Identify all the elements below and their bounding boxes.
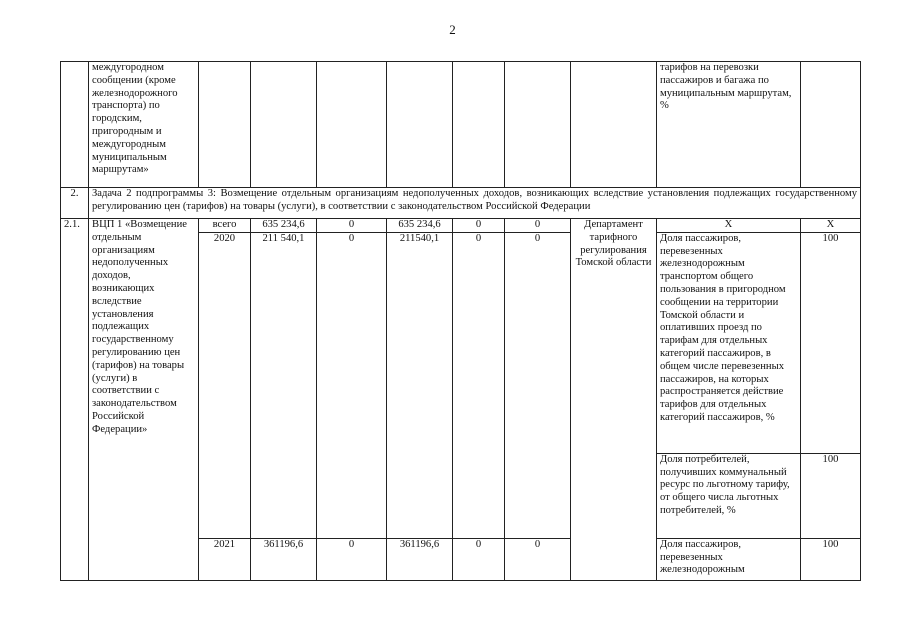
local-amount-cell: 0	[453, 219, 505, 233]
total-amount-cell: 361196,6	[251, 538, 317, 580]
page-number: 2	[449, 22, 456, 37]
federal-amount-cell: 0	[317, 232, 387, 538]
indicator-value-cell: 100	[801, 538, 861, 580]
federal-amount-cell: 0	[317, 538, 387, 580]
other-amount-cell: 0	[505, 219, 571, 233]
total-amount-cell: 211 540,1	[251, 232, 317, 538]
indicator-name-cell: Доля пассажиров, перевезенных железнодорожным транспортом общего пользования в пригородном сообщении на территории Томской области и оплативших проезд по тарифам для отдельных категорий пассажиров, в общем числе перевезенных пассажиров, на которых распространяется действие тарифов для отдельных категорий пассажиров, %	[657, 232, 801, 453]
continuation-row	[61, 62, 861, 188]
year-cell: всего	[199, 219, 251, 233]
regional-amount-cell: 361196,6	[387, 538, 453, 580]
program-table	[60, 61, 861, 581]
value-x-cell: Х	[801, 219, 861, 233]
task-text: Задача 2 подпрограммы 3: Возмещение отдельным организациям недополученных доходов, возникающих вследствие установления подлежащих государственному регулированию цен (тарифов) на товары (услуги), в соответствии с законодательством Российской Федерации	[89, 188, 861, 219]
indicator-value-cell: 100	[801, 453, 861, 538]
indicator-name-cell: Доля потребителей, получивших коммунальный ресурс по льготному тарифу, от общего числа льготных потребителей, %	[657, 453, 801, 538]
item-row-total	[61, 219, 861, 233]
program-table-container	[60, 61, 860, 581]
regional-amount-cell: 635 234,6	[387, 219, 453, 233]
indicator-name-cell: Доля пассажиров, перевезенных железнодорожным	[657, 538, 801, 580]
indicator-x-cell: Х	[657, 219, 801, 233]
cell-indicator-name: тарифов на перевозки пассажиров и багажа по муниципальным маршрутам, %	[657, 62, 801, 188]
year-cell: 2020	[199, 232, 251, 538]
regional-amount-cell: 211540,1	[387, 232, 453, 538]
local-amount-cell: 0	[453, 232, 505, 538]
other-amount-cell: 0	[505, 538, 571, 580]
federal-amount-cell: 0	[317, 219, 387, 233]
year-cell: 2021	[199, 538, 251, 580]
cell-measure-name: междугородном сообщении (кроме железнодорожного транспорта) по городским, пригородным и междугородным муниципальным маршрутам»	[89, 62, 199, 188]
local-amount-cell: 0	[453, 538, 505, 580]
item-number: 2.1.	[61, 219, 89, 581]
indicator-value-cell: 100	[801, 232, 861, 453]
task-row	[61, 188, 861, 219]
cell-num	[61, 62, 89, 188]
total-amount-cell: 635 234,6	[251, 219, 317, 233]
executor-cell: Департамент тарифного регулирования Томской области	[571, 219, 657, 581]
other-amount-cell: 0	[505, 232, 571, 538]
task-number: 2.	[61, 188, 89, 219]
item-name: ВЦП 1 «Возмещение отдельным организациям недополученных доходов, возникающих вследствие установления подлежащих государственному регулированию цен (тарифов) на товары (услуги) в соответствии с законодательством Российской Федерации»	[89, 219, 199, 581]
